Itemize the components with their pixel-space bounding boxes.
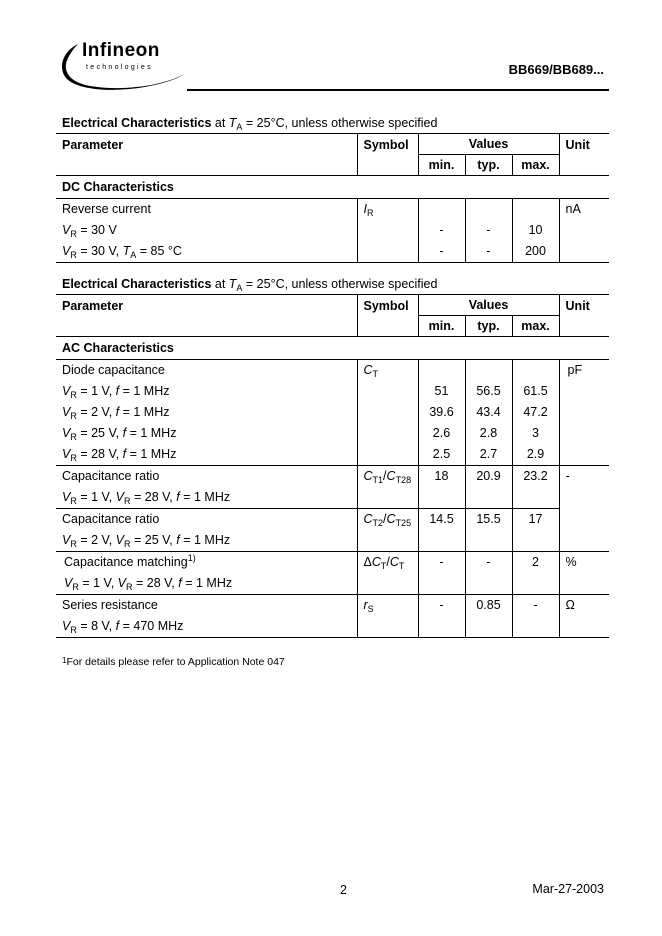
caption-t: T — [228, 116, 237, 130]
series-resistance-symbol: $r_S$ — [357, 595, 418, 638]
capacitance-ratio-1-symbol: $C_{T1}/C_{T28}$ — [357, 466, 418, 509]
col-symbol: Symbol — [357, 295, 418, 337]
param-condition: $V_R = 2$ V, $V_R = 25$ V, f = 1 MHz — [62, 533, 231, 549]
typ-value: 15.5 — [465, 509, 512, 552]
param-title: Capacitance ratio — [62, 469, 160, 483]
capacitance-ratio-1-parameter — [56, 466, 357, 509]
col-min: min. — [418, 155, 465, 176]
series-resistance-parameter — [56, 595, 357, 638]
capacitance-ratio-2-parameter — [56, 509, 357, 552]
min-values: 51 39.6 2.6 2.5 — [418, 360, 465, 466]
col-min: min. — [418, 316, 465, 337]
caption-t: T — [228, 277, 237, 291]
min-value: - — [418, 552, 465, 595]
typ-values: - - — [465, 199, 512, 263]
param-condition: $V_R = 1$ V, $V_R = 28$ V, f = 1 MHz — [64, 576, 233, 592]
col-parameter: Parameter — [56, 295, 357, 337]
caption-rest: = 25°C, unless otherwise specified — [242, 116, 438, 130]
document-date: Mar-27-2003 — [532, 882, 604, 896]
diode-capacitance-parameter — [56, 360, 357, 466]
logo-wordmark: Infineon — [82, 40, 160, 61]
param-condition: $V_R = 2$ V, f = 1 MHz — [62, 405, 170, 421]
max-value: - — [512, 595, 559, 638]
typ-values: 56.5 43.4 2.8 2.7 — [465, 360, 512, 466]
col-max: max. — [512, 316, 559, 337]
document-title: BB669/BB689... — [508, 62, 604, 77]
table-row — [56, 466, 609, 509]
col-typ: typ. — [465, 316, 512, 337]
param-condition: $V_R = 28$ V, f = 1 MHz — [62, 447, 177, 463]
capacitance-matching-symbol: $\Delta C_T/C_T$ — [357, 552, 418, 595]
reverse-current-unit: nA — [559, 199, 609, 263]
caption-sub: A — [236, 122, 243, 132]
param-condition: $V_R = 8$ V, f = 470 MHz — [62, 619, 184, 635]
typ-value: - — [465, 552, 512, 595]
footnote: $^1$For details please refer to Application Note 047 — [62, 656, 285, 668]
table-row — [56, 360, 609, 466]
table-row — [56, 595, 609, 638]
table-row — [56, 199, 609, 263]
caption-bold: Electrical Characteristics — [62, 116, 212, 130]
param-condition: $V_R = 30$ V — [62, 223, 117, 239]
ac-characteristics-table — [56, 294, 609, 638]
col-typ: typ. — [465, 155, 512, 176]
ac-section-row — [56, 337, 609, 360]
capacitance-matching-unit: % — [559, 552, 609, 595]
dc-table-caption — [62, 116, 437, 130]
col-parameter: Parameter — [56, 134, 357, 176]
diode-capacitance-unit: pF — [559, 360, 609, 466]
param-title: Reverse current — [62, 202, 151, 216]
param-title: Capacitance ratio — [62, 512, 160, 526]
col-unit: Unit — [559, 295, 609, 337]
reverse-current-parameter — [56, 199, 357, 263]
param-condition: $V_R = 25$ V, f = 1 MHz — [62, 426, 177, 442]
caption-rest: = 25°C, unless otherwise specified — [242, 277, 438, 291]
ac-header-row — [56, 295, 609, 316]
ac-table-caption — [62, 277, 437, 291]
min-value: 18 — [418, 466, 465, 509]
capacitance-ratio-2-symbol: $C_{T2}/C_{T25}$ — [357, 509, 418, 552]
col-values: Values — [418, 295, 559, 316]
infineon-logo — [56, 34, 188, 96]
col-symbol: Symbol — [357, 134, 418, 176]
param-title: Series resistance — [62, 598, 158, 612]
min-values: - - — [418, 199, 465, 263]
dc-header-row — [56, 134, 609, 155]
caption-bold: Electrical Characteristics — [62, 277, 212, 291]
typ-value: 20.9 — [465, 466, 512, 509]
param-condition: $V_R = 1$ V, $V_R = 28$ V, f = 1 MHz — [62, 490, 231, 506]
col-unit: Unit — [559, 134, 609, 176]
min-value: - — [418, 595, 465, 638]
param-condition: $V_R = 30$ V, $T_A = 85$ °C — [62, 244, 182, 260]
param-title: Diode capacitance — [62, 363, 165, 377]
caption-at: at — [211, 277, 229, 291]
caption-sub: A — [236, 283, 243, 293]
series-resistance-unit: Ω — [559, 595, 609, 638]
param-title: Capacitance matching$^{1)}$ — [64, 553, 196, 569]
dc-characteristics-table — [56, 133, 609, 263]
max-value: 17 — [512, 509, 559, 552]
logo-subtext: technologies — [86, 64, 153, 71]
min-value: 14.5 — [418, 509, 465, 552]
table-row — [56, 509, 609, 552]
param-condition: $V_R = 1$ V, f = 1 MHz — [62, 384, 170, 400]
dc-section-row — [56, 176, 609, 199]
dc-section-title: DC Characteristics — [56, 176, 609, 199]
reverse-current-symbol: $I_R$ — [357, 199, 418, 263]
max-values: 61.5 47.2 3 2.9 — [512, 360, 559, 466]
col-max: max. — [512, 155, 559, 176]
caption-at: at — [211, 116, 229, 130]
max-value: 23.2 — [512, 466, 559, 509]
page-number: 2 — [340, 883, 347, 897]
ac-section-title: AC Characteristics — [56, 337, 609, 360]
table-row — [56, 552, 609, 595]
max-values: 10 200 — [512, 199, 559, 263]
diode-capacitance-symbol: $C_T$ — [357, 360, 418, 466]
header-rule — [187, 89, 609, 91]
max-value: 2 — [512, 552, 559, 595]
typ-value: 0.85 — [465, 595, 512, 638]
col-values: Values — [418, 134, 559, 155]
capacitance-ratio-unit: - — [559, 466, 609, 552]
capacitance-matching-parameter — [56, 552, 357, 595]
